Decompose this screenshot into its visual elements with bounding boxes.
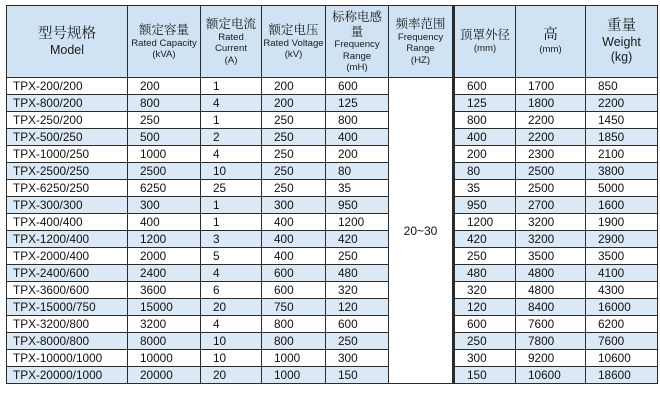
cell-rated-current: 1 [201, 112, 262, 129]
table-row [7, 248, 658, 265]
cell-weight: 3500 [586, 248, 658, 265]
cell-rated-capacity: 15000 [128, 299, 201, 316]
cell-nominal-inductance: 80 [326, 163, 389, 180]
cell-nominal-inductance: 150 [326, 367, 389, 384]
cell-rated-voltage: 1000 [262, 367, 326, 384]
cell-top-cover-diameter: 300 [454, 350, 516, 367]
table-row [7, 180, 658, 197]
cell-rated-current: 4 [201, 316, 262, 333]
cell-model: TPX-3200/800 [7, 316, 128, 333]
header-cn: 额定电压 [268, 22, 319, 37]
header-cn: 额定电流 [205, 17, 256, 32]
header-en: Rated Capacity [131, 37, 197, 49]
cell-height: 8400 [516, 299, 586, 316]
cell-top-cover-diameter: 950 [454, 197, 516, 214]
cell-top-cover-diameter: 1200 [454, 214, 516, 231]
header-rated-voltage [262, 6, 326, 78]
table-row [7, 367, 658, 384]
header-cn: 额定容量 [138, 22, 189, 37]
cell-nominal-inductance: 125 [326, 95, 389, 112]
cell-top-cover-diameter: 600 [454, 78, 516, 95]
cell-nominal-inductance: 480 [326, 265, 389, 282]
cell-height: 1700 [516, 78, 586, 95]
cell-weight: 10600 [586, 350, 658, 367]
table-row [7, 78, 658, 95]
cell-rated-current: 5 [201, 248, 262, 265]
cell-rated-voltage: 250 [262, 163, 326, 180]
cell-rated-capacity: 200 [128, 78, 201, 95]
cell-model: TPX-3600/600 [7, 282, 128, 299]
header-cn: 型号规格 [38, 25, 96, 42]
cell-height: 2200 [516, 112, 586, 129]
cell-model: TPX-250/200 [7, 112, 128, 129]
cell-nominal-inductance: 600 [326, 78, 389, 95]
table-row [7, 333, 658, 350]
header-unit: (kVA) [152, 48, 176, 60]
frequency-range-cell: 20~30 [389, 78, 454, 384]
cell-rated-capacity: 1200 [128, 231, 201, 248]
header-rated-current [201, 6, 262, 78]
header-unit: (kV) [284, 48, 303, 60]
cell-height: 4800 [516, 265, 586, 282]
cell-height: 7800 [516, 333, 586, 350]
cell-top-cover-diameter: 800 [454, 112, 516, 129]
table-row [7, 231, 658, 248]
header-height [516, 6, 586, 78]
cell-rated-voltage: 300 [262, 197, 326, 214]
cell-rated-voltage: 400 [262, 214, 326, 231]
cell-top-cover-diameter: 250 [454, 248, 516, 265]
cell-model: TPX-20000/1000 [7, 367, 128, 384]
cell-rated-current: 1 [201, 197, 262, 214]
header-cn: 高 [543, 27, 558, 44]
cell-rated-current: 10 [201, 333, 262, 350]
table-row [7, 282, 658, 299]
cell-top-cover-diameter: 125 [454, 95, 516, 112]
cell-rated-current: 4 [201, 265, 262, 282]
cell-model: TPX-2000/400 [7, 248, 128, 265]
cell-nominal-inductance: 200 [326, 146, 389, 163]
header-en: Weight [602, 35, 641, 50]
header-frequency-range [389, 6, 454, 78]
cell-weight: 1900 [586, 214, 658, 231]
cell-rated-current: 4 [201, 95, 262, 112]
cell-rated-current: 1 [201, 78, 262, 95]
cell-model: TPX-800/200 [7, 95, 128, 112]
cell-nominal-inductance: 320 [326, 282, 389, 299]
cell-rated-current: 20 [201, 299, 262, 316]
cell-top-cover-diameter: 80 [454, 163, 516, 180]
cell-height: 2200 [516, 129, 586, 146]
spec-table-body [7, 78, 658, 384]
cell-rated-capacity: 300 [128, 197, 201, 214]
cell-height: 2700 [516, 197, 586, 214]
cell-rated-voltage: 250 [262, 129, 326, 146]
cell-weight: 3800 [586, 163, 658, 180]
cell-rated-capacity: 500 [128, 129, 201, 146]
header-rated-capacity [128, 6, 201, 78]
header-unit: (mm) [473, 43, 497, 55]
cell-rated-current: 20 [201, 367, 262, 384]
cell-top-cover-diameter: 250 [454, 333, 516, 350]
cell-weight: 6200 [586, 316, 658, 333]
table-row [7, 350, 658, 367]
cell-model: TPX-300/300 [7, 197, 128, 214]
cell-nominal-inductance: 600 [326, 316, 389, 333]
cell-nominal-inductance: 250 [326, 333, 389, 350]
table-row [7, 163, 658, 180]
cell-rated-voltage: 1000 [262, 350, 326, 367]
cell-model: TPX-400/400 [7, 214, 128, 231]
cell-model: TPX-6250/250 [7, 180, 128, 197]
cell-model: TPX-8000/800 [7, 333, 128, 350]
header-top-cover-diameter [454, 6, 516, 78]
header-unit: (HZ) [410, 54, 431, 66]
cell-weight: 2100 [586, 146, 658, 163]
cell-rated-voltage: 250 [262, 180, 326, 197]
cell-weight: 850 [586, 78, 658, 95]
cell-rated-current: 3 [201, 231, 262, 248]
header-weight [586, 6, 658, 78]
header-unit: (kg) [610, 50, 633, 65]
cell-weight: 4300 [586, 282, 658, 299]
header-cn: 标称电感量 [331, 9, 382, 39]
cell-nominal-inductance: 300 [326, 350, 389, 367]
cell-rated-current: 25 [201, 180, 262, 197]
cell-top-cover-diameter: 420 [454, 231, 516, 248]
cell-rated-voltage: 250 [262, 146, 326, 163]
cell-height: 3500 [516, 248, 586, 265]
cell-weight: 1600 [586, 197, 658, 214]
cell-rated-capacity: 1000 [128, 146, 201, 163]
cell-height: 4800 [516, 282, 586, 299]
cell-nominal-inductance: 120 [326, 299, 389, 316]
cell-height: 3200 [516, 231, 586, 248]
cell-rated-capacity: 3200 [128, 316, 201, 333]
cell-model: TPX-15000/750 [7, 299, 128, 316]
cell-model: TPX-1000/250 [7, 146, 128, 163]
cell-rated-current: 1 [201, 214, 262, 231]
cell-top-cover-diameter: 600 [454, 316, 516, 333]
header-unit: (A) [224, 54, 238, 66]
cell-top-cover-diameter: 400 [454, 129, 516, 146]
cell-model: TPX-500/250 [7, 129, 128, 146]
cell-nominal-inductance: 1200 [326, 214, 389, 231]
cell-weight: 18600 [586, 367, 658, 384]
cell-rated-capacity: 800 [128, 95, 201, 112]
cell-nominal-inductance: 400 [326, 129, 389, 146]
header-en: Frequency Range [397, 31, 444, 55]
table-row [7, 197, 658, 214]
cell-height: 1800 [516, 95, 586, 112]
cell-height: 3200 [516, 214, 586, 231]
cell-weight: 2900 [586, 231, 658, 248]
cell-weight: 1450 [586, 112, 658, 129]
cell-nominal-inductance: 420 [326, 231, 389, 248]
header-cn: 顶罩外径 [459, 28, 510, 43]
cell-rated-capacity: 2500 [128, 163, 201, 180]
header-unit: (mm) [539, 44, 562, 56]
cell-top-cover-diameter: 480 [454, 265, 516, 282]
cell-model: TPX-10000/1000 [7, 350, 128, 367]
cell-height: 2300 [516, 146, 586, 163]
header-en: Rated Voltage [263, 37, 324, 49]
cell-top-cover-diameter: 150 [454, 367, 516, 384]
cell-rated-current: 10 [201, 350, 262, 367]
header-unit: (mH) [346, 61, 368, 73]
header-row [7, 6, 658, 78]
cell-rated-capacity: 10000 [128, 350, 201, 367]
cell-nominal-inductance: 35 [326, 180, 389, 197]
cell-weight: 7600 [586, 333, 658, 350]
cell-rated-voltage: 800 [262, 316, 326, 333]
cell-rated-capacity: 8000 [128, 333, 201, 350]
cell-rated-voltage: 200 [262, 78, 326, 95]
cell-model: TPX-2400/600 [7, 265, 128, 282]
cell-rated-capacity: 250 [128, 112, 201, 129]
cell-rated-voltage: 200 [262, 95, 326, 112]
table-row [7, 129, 658, 146]
cell-model: TPX-1200/400 [7, 231, 128, 248]
cell-rated-voltage: 750 [262, 299, 326, 316]
cell-nominal-inductance: 250 [326, 248, 389, 265]
header-en: Frequency Range [334, 39, 380, 62]
cell-rated-capacity: 400 [128, 214, 201, 231]
cell-rated-voltage: 400 [262, 231, 326, 248]
cell-top-cover-diameter: 200 [454, 146, 516, 163]
spec-table [6, 5, 658, 384]
table-row [7, 214, 658, 231]
cell-rated-capacity: 2400 [128, 265, 201, 282]
cell-rated-voltage: 600 [262, 265, 326, 282]
cell-weight: 16000 [586, 299, 658, 316]
cell-height: 2500 [516, 180, 586, 197]
cell-model: TPX-200/200 [7, 78, 128, 95]
cell-top-cover-diameter: 35 [454, 180, 516, 197]
table-row [7, 112, 658, 129]
header-model [7, 6, 128, 78]
cell-top-cover-diameter: 120 [454, 299, 516, 316]
table-row [7, 265, 658, 282]
cell-rated-voltage: 600 [262, 282, 326, 299]
cell-height: 10600 [516, 367, 586, 384]
table-row [7, 95, 658, 112]
cell-rated-current: 2 [201, 129, 262, 146]
cell-nominal-inductance: 800 [326, 112, 389, 129]
table-row [7, 299, 658, 316]
cell-top-cover-diameter: 320 [454, 282, 516, 299]
cell-rated-capacity: 2000 [128, 248, 201, 265]
header-cn: 重量 [607, 18, 636, 35]
cell-weight: 1850 [586, 129, 658, 146]
header-nominal-inductance [326, 6, 389, 78]
cell-rated-voltage: 400 [262, 248, 326, 265]
table-row [7, 146, 658, 163]
cell-rated-current: 6 [201, 282, 262, 299]
cell-rated-capacity: 3600 [128, 282, 201, 299]
cell-rated-capacity: 6250 [128, 180, 201, 197]
cell-height: 7600 [516, 316, 586, 333]
header-cn: 频率范围 [395, 17, 446, 32]
cell-height: 9200 [516, 350, 586, 367]
cell-model: TPX-2500/250 [7, 163, 128, 180]
cell-height: 2500 [516, 163, 586, 180]
header-en: Rated Current [215, 31, 247, 55]
cell-weight: 2200 [586, 95, 658, 112]
cell-rated-current: 10 [201, 163, 262, 180]
cell-rated-voltage: 800 [262, 333, 326, 350]
cell-weight: 5000 [586, 180, 658, 197]
cell-weight: 4100 [586, 265, 658, 282]
cell-rated-voltage: 250 [262, 112, 326, 129]
table-row [7, 316, 658, 333]
cell-rated-current: 4 [201, 146, 262, 163]
header-en: Model [49, 42, 85, 57]
cell-nominal-inductance: 950 [326, 197, 389, 214]
cell-rated-capacity: 20000 [128, 367, 201, 384]
